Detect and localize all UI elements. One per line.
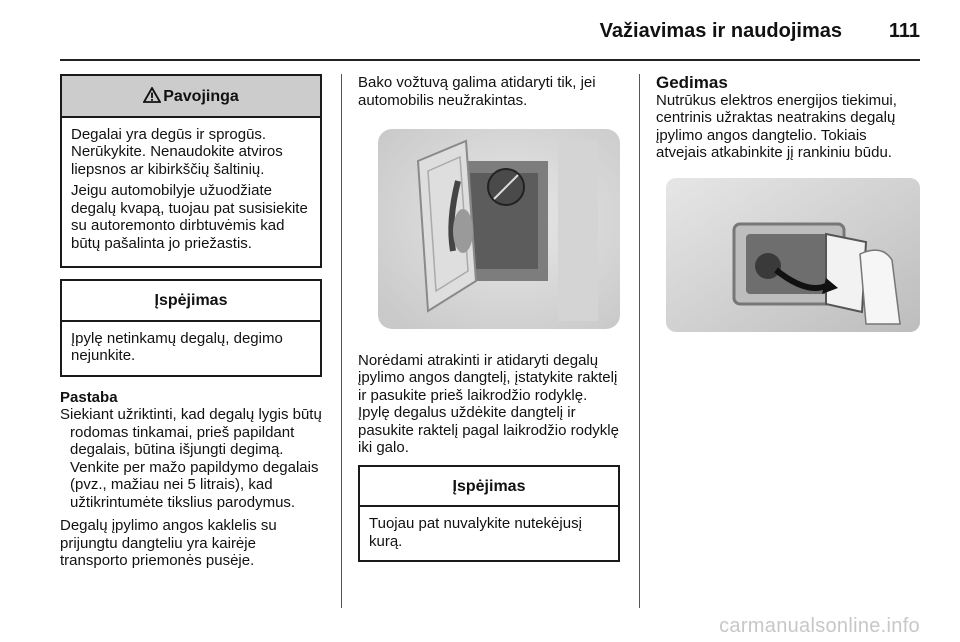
danger-box-body — [62, 118, 320, 267]
note-title: Pastaba — [60, 388, 118, 406]
failure-paragraph: Nutrūkus elektros energijos tiekimui, centrinis užraktas neatrakins degalų įpylimo angos dangtelio. Tokiais atvejais atkabinkite jį rankiniu būdu. — [656, 91, 897, 161]
danger-para-1: Degalai yra degūs ir sprogūs. Nerūkykite. Nenaudokite atviros liepsnos ar kibirkščių šaltinių. — [71, 125, 283, 178]
danger-box-title: Pavojinga — [163, 88, 239, 105]
danger-box-header — [62, 76, 320, 118]
danger-para-2: Jeigu automobilyje užuodžiate degalų kvapą, tuojau pat susisiekite su autoremonto dirbtuvėmis kad būtų pašalinta jo priežastis. — [71, 182, 308, 252]
warning-box-2-header: Įspėjimas — [360, 467, 618, 508]
note-text: Siekiant užriktinti, kad degalų lygis būtų rodomas tinkamai, prieš papildant degalais, būtina išjungti degimą. Venkite per mažo papildymo degalais (pvz., mažiau nei 5 litrais), kad užtikrintumėte tikslius parodymus. — [60, 406, 322, 511]
page-header — [0, 0, 960, 60]
warning-box-2 — [358, 465, 620, 563]
watermark-text: carmanualsonline.info — [719, 615, 920, 637]
open-fuel-door-image — [358, 121, 620, 333]
unlock-instructions: Norėdami atrakinti ir atidaryti degalų įpylimo angos dangtelį, įstatykite raktelį ir pasukite prieš laikrodžio rodyklę. Įpylę degalus uždėkite dangtelį ir pasukite raktelį pagal laikrodžio rodyklę iki galo. — [358, 351, 619, 456]
column-divider-1 — [341, 74, 342, 608]
manual-release-illustration — [656, 174, 920, 339]
fuel-neck-paragraph: Degalų įpylimo angos kaklelis su prijungtu dangteliu yra kairėje transporto priemonės pusėje. — [60, 517, 277, 569]
warning-box-1 — [60, 279, 322, 377]
warning-box-2-body: Tuojau pat nuvalykite nutekėjusį kurą. — [369, 515, 582, 550]
section-title: Važiavimas ir naudojimas — [599, 20, 842, 42]
column-2 — [358, 74, 620, 562]
unlock-intro: Bako vožtuvą galima atidaryti tik, jei automobilis neužrakintas. — [358, 74, 596, 109]
danger-box — [60, 74, 322, 268]
warning-box-1-body: Įpylę netinkamų degalų, degimo nejunkite. — [71, 329, 283, 364]
page-number: 111 — [888, 20, 920, 42]
section-heading: Gedimas — [656, 73, 728, 92]
column-3 — [656, 74, 920, 352]
warning-triangle-icon — [143, 87, 161, 103]
column-divider-2 — [639, 74, 640, 608]
hand-release-image — [656, 174, 920, 334]
note-body — [60, 406, 322, 511]
fuel-door-illustration — [358, 121, 620, 338]
warning-box-1-header: Įspėjimas — [62, 281, 320, 322]
column-1 — [60, 74, 322, 576]
header-divider — [60, 59, 920, 61]
